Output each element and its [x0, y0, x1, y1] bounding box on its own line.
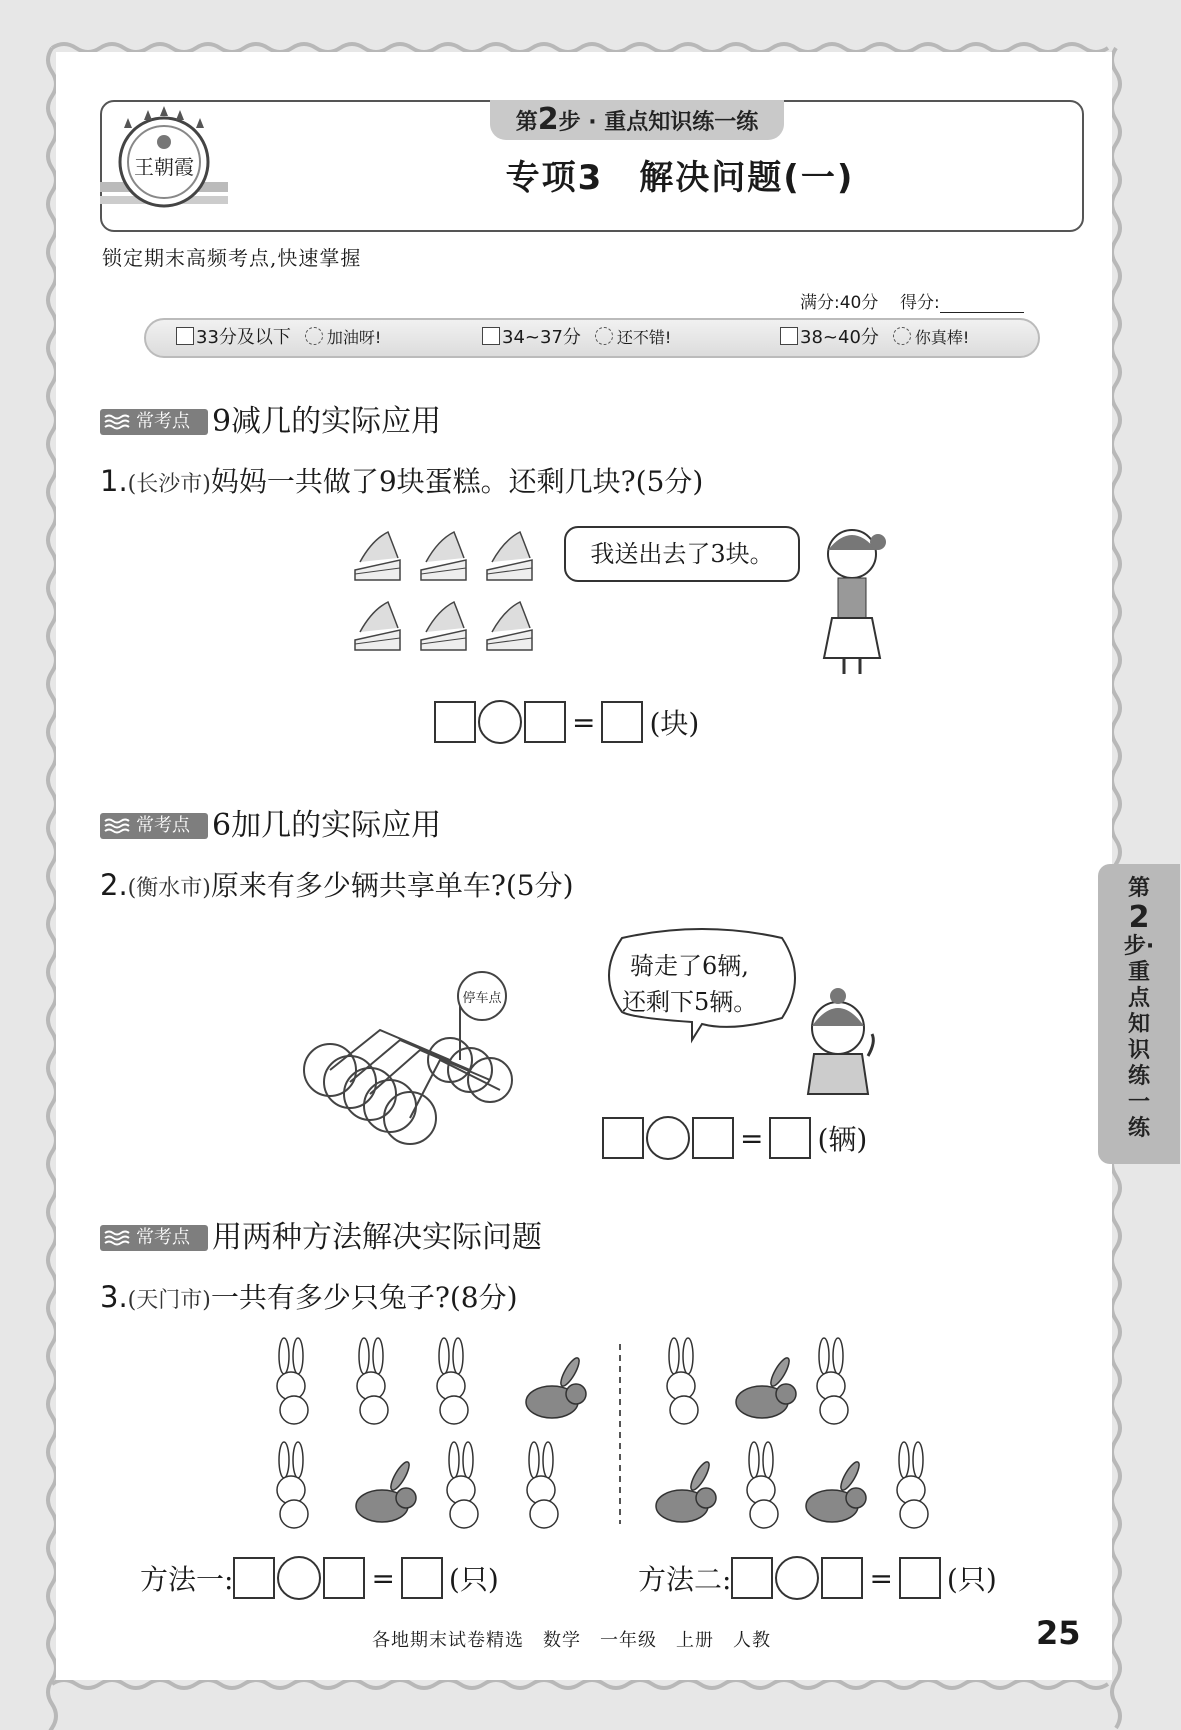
answer-box[interactable]: [233, 1557, 275, 1599]
answer-box[interactable]: [601, 701, 643, 743]
wave-icon: [104, 1230, 130, 1246]
wave-icon: [104, 414, 130, 430]
rating-item: 38~40分 你真棒!: [780, 320, 969, 356]
full-score: 满分:40分: [800, 293, 879, 313]
operator-circle[interactable]: [775, 1556, 819, 1600]
key-point-badge: 常考点: [100, 813, 208, 839]
svg-text:还剩下5辆。: 还剩下5辆。: [622, 988, 758, 1016]
page-number: 25: [1036, 1614, 1081, 1652]
page-title: 专项3 解决问题(一): [505, 158, 855, 198]
answer-box[interactable]: [821, 1557, 863, 1599]
face-icon: [595, 327, 613, 345]
answer-box[interactable]: [692, 1117, 734, 1159]
answer-box[interactable]: [434, 701, 476, 743]
answer-box[interactable]: [323, 1557, 365, 1599]
svg-text:王朝霞: 王朝霞: [134, 155, 194, 179]
equation-1: = (块): [434, 700, 699, 744]
svg-text:停车点: 停车点: [462, 991, 502, 1006]
face-icon: [305, 327, 323, 345]
answer-box[interactable]: [602, 1117, 644, 1159]
key-point-heading: 常考点 9减几的实际应用: [100, 396, 441, 440]
wave-icon: [104, 818, 130, 834]
step-suffix: 步 · 重点知识练一练: [558, 110, 759, 135]
operator-circle[interactable]: [478, 700, 522, 744]
score-line: [800, 288, 1024, 313]
brand-logo: [98, 104, 230, 222]
svg-text:骑走了6辆,: 骑走了6辆,: [630, 952, 749, 980]
step-banner: [490, 100, 784, 140]
answer-box[interactable]: [769, 1117, 811, 1159]
side-step-tab: 第 2 步· 重 点 知 识 练 一 练: [1098, 864, 1180, 1164]
answer-box[interactable]: [401, 1557, 443, 1599]
speech-bubble: [602, 928, 802, 1048]
step-number: 2: [537, 102, 559, 137]
rating-item: 34~37分 还不错!: [482, 320, 671, 356]
subtitle: 锁定期末高频考点,快速掌握: [102, 246, 362, 270]
key-point-heading: 常考点 6加几的实际应用: [100, 800, 441, 844]
key-point-badge: 常考点: [100, 1225, 208, 1251]
question-2: 2.(衡水市)原来有多少辆共享单车?(5分): [100, 868, 574, 902]
operator-circle[interactable]: [646, 1116, 690, 1160]
face-icon: [893, 327, 911, 345]
method-2-equation: 方法二: = (只): [638, 1556, 997, 1600]
question-1: 1.(长沙市)妈妈一共做了9块蛋糕。还剩几块?(5分): [100, 464, 704, 498]
girl-illustration: [812, 520, 892, 680]
score-label: 得分:: [899, 293, 940, 313]
rating-bar: [144, 318, 1040, 358]
answer-box[interactable]: [731, 1557, 773, 1599]
answer-box[interactable]: [899, 1557, 941, 1599]
key-point-heading: 常考点 用两种方法解决实际问题: [100, 1212, 542, 1256]
rating-checkbox[interactable]: [176, 327, 194, 345]
cake-icon: [355, 532, 400, 580]
rabbits-illustration: [270, 1334, 950, 1534]
score-blank[interactable]: [940, 296, 1024, 313]
rating-checkbox[interactable]: [482, 327, 500, 345]
footer: 各地期末试卷精选 数学 一年级 上册 人教: [372, 1630, 771, 1651]
rating-item: 33分及以下 加油呀!: [176, 320, 381, 356]
answer-box[interactable]: [524, 701, 566, 743]
operator-circle[interactable]: [277, 1556, 321, 1600]
key-point-badge: 常考点: [100, 409, 208, 435]
step-prefix: 第: [515, 110, 538, 135]
equation-2: = (辆): [602, 1116, 867, 1160]
girl-illustration: [800, 986, 880, 1096]
rating-checkbox[interactable]: [780, 327, 798, 345]
speech-bubble: 我送出去了3块。: [564, 526, 800, 582]
bikes-illustration: [300, 970, 540, 1160]
method-1-equation: 方法一: = (只): [140, 1556, 499, 1600]
question-3: 3.(天门市)一共有多少只兔子?(8分): [100, 1280, 518, 1314]
cake-illustration: [350, 522, 550, 662]
